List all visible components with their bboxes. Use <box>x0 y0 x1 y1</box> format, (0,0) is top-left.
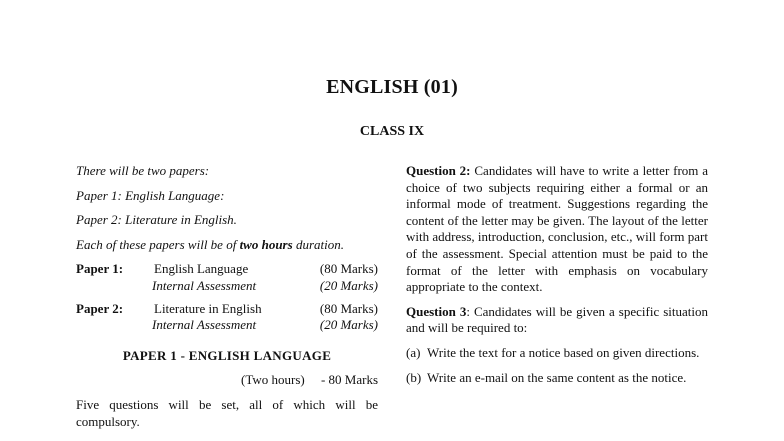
section-duration: (Two hours) - 80 Marks <box>240 372 378 388</box>
intro-line: Paper 1: English Language: <box>76 187 225 203</box>
question-label: Question 2: <box>406 163 471 178</box>
question-text: : Candidates will be given a specific situation and will be required to: <box>406 303 708 336</box>
right-column <box>406 163 708 394</box>
paper-marks: (80 Marks) <box>319 300 378 316</box>
list-text: Write an e-mail on the same content as the notice. <box>427 369 687 385</box>
duration-line <box>76 237 378 254</box>
list-item <box>406 370 708 387</box>
left-column <box>76 163 378 430</box>
paper-sub-marks: (20 Marks) <box>319 277 378 293</box>
duration-after: duration. <box>292 236 344 252</box>
paper-label: Paper 2: <box>76 300 124 316</box>
intro-line: There will be two papers: <box>76 163 210 178</box>
question-text: Candidates will have to write a letter from a choice of two subjects requiring either a formal or an informal mode of treatment. Suggestions regarding the content of the letter may be given. The layout of the letter with address, introduction, conclusion, etc., will form part of the assessment. Special attention must be paid to the format of the letter with emphasis on vocabulary appropriate to the context. <box>406 163 709 295</box>
list-text: Write the text for a notice based on given directions. <box>427 344 700 360</box>
list-marker: (a) <box>406 344 421 360</box>
paper-label: Paper 1: <box>76 261 124 277</box>
paper-sub-marks: (20 Marks) <box>319 317 378 333</box>
duration-bold: two hours <box>239 236 293 252</box>
paper-marks: (80 Marks) <box>319 261 378 277</box>
list-marker: (b) <box>406 369 422 385</box>
section-title: PAPER 1 - ENGLISH LANGUAGE <box>122 347 332 363</box>
paper-row <box>76 301 378 318</box>
question-3 <box>406 304 708 337</box>
paper-subrow <box>76 278 378 295</box>
class-heading: CLASS IX <box>359 124 425 139</box>
question-label: Question 3 <box>406 303 467 319</box>
papers-list <box>76 261 378 333</box>
question-2 <box>406 163 708 296</box>
list-item <box>406 345 708 362</box>
intro-line: Paper 2: Literature in English. <box>76 212 237 228</box>
paper-name: English Language <box>154 261 249 277</box>
page-title: ENGLISH (01) <box>326 76 458 98</box>
paper-name: Literature in English <box>154 300 262 316</box>
paper-row <box>76 261 378 278</box>
paper-sub-name: Internal Assessment <box>152 317 257 333</box>
paper-sub-name: Internal Assessment <box>152 277 257 293</box>
section-text: Five questions will be set, all of which will be compulsory. <box>76 396 378 429</box>
paper-subrow <box>76 317 378 334</box>
duration-before: Each of these papers will be of <box>76 236 240 252</box>
